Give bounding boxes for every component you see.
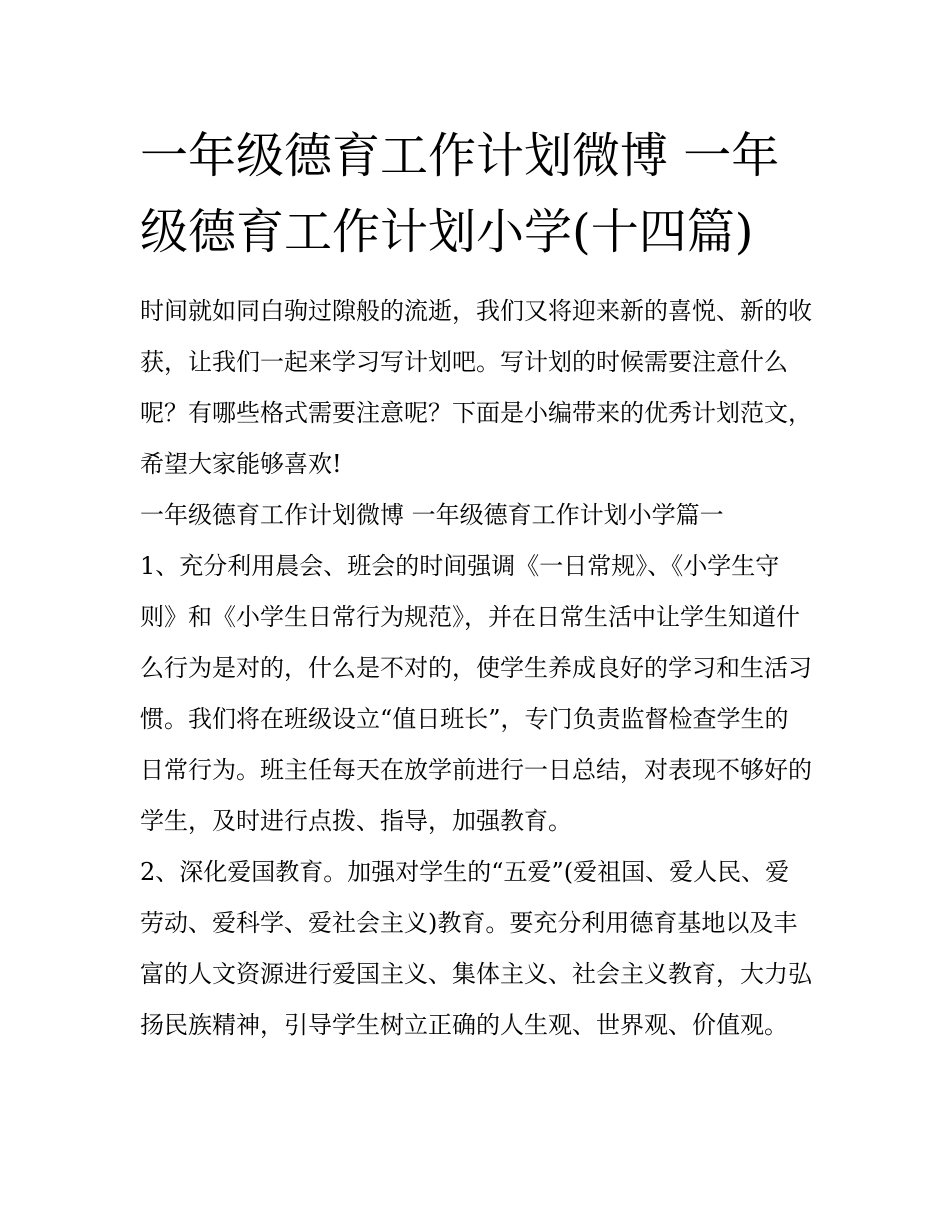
- document-page: [140, 118, 812, 1051]
- body-paragraph-2: 2、深化爱国教育。加强对学生的“五爱”(爱祖国、爱人民、爱劳动、爱科学、爱社会主义)教育。要充分利用德育基地以及丰富的人文资源进行爱国主义、集体主义、社会主义教育，大力弘扬民族精神，引导学生树立正确的人生观、世界观、价值观。: [140, 858, 812, 1039]
- body-paragraph-1: 1、充分利用晨会、班会的时间强调《一日常规》、《小学生守则》和《小学生日常行为规范》，并在日常生活中让学生知道什么行为是对的，什么是不对的，使学生养成良好的学习和生活习惯。我们将在班级设立“值日班长”，专门负责监督检查学生的日常行为。班主任每天在放学前进行一日总结，对表现不够好的学生，及时进行点拨、指导，加强教育。: [140, 552, 812, 835]
- document-title: 一年级德育工作计划微博 一年级德育工作计划小学(十四篇): [140, 128, 780, 260]
- intro-paragraph: 时间就如同白驹过隙般的流逝，我们又将迎来新的喜悦、新的收获，让我们一起来学习写计划吧。写计划的时候需要注意什么呢？有哪些格式需要注意呢？下面是小编带来的优秀计划范文，希望大家能够喜欢!: [140, 297, 812, 478]
- section-heading: 一年级德育工作计划微博 一年级德育工作计划小学篇一: [140, 501, 724, 529]
